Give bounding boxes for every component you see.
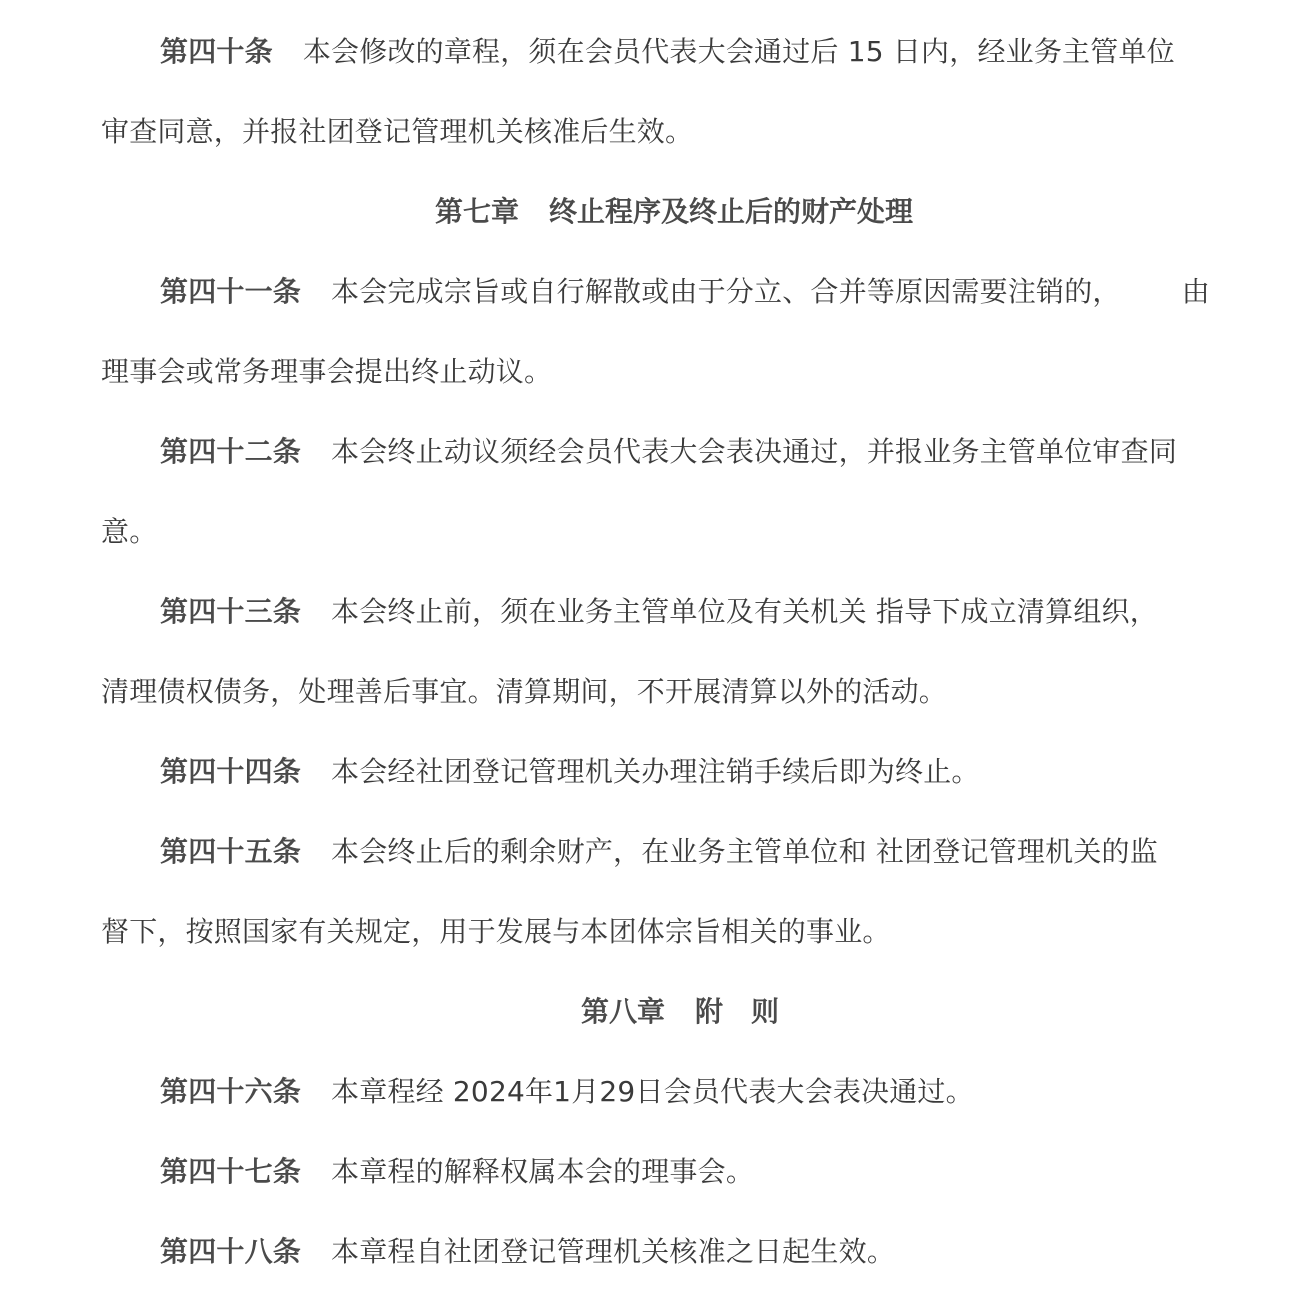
article-44-number: 第四十四条: [160, 755, 302, 788]
article-43-text-2: 清理债权债务，处理善后事宜。清算期间，不开展清算以外的活动。: [101, 675, 948, 708]
article-45-line-2: [101, 912, 1211, 952]
article-41-text-1: 本会完成宗旨或自行解散或由于分立、合并等原因需要注销的，: [331, 275, 1121, 308]
chapter-7-title: 终止程序及终止后的财产处理: [549, 195, 914, 228]
article-45-text-2: 督下，按照国家有关规定，用于发展与本团体宗旨相关的事业。: [101, 915, 891, 948]
article-42-text-1: 本会终止动议须经会员代表大会表决通过，并报业务主管单位审查同: [331, 435, 1178, 468]
article-40-text-2: 审查同意，并报社团登记管理机关核准后生效。: [101, 115, 694, 148]
article-40-line-2: [101, 112, 1211, 152]
article-45-line-1: [160, 832, 1210, 872]
article-41-text-1-tail: 由: [1181, 275, 1210, 308]
chapter-8-heading: [581, 992, 779, 1032]
article-41-text-2: 理事会或常务理事会提出终止动议。: [101, 355, 553, 388]
chapter-8-title-part-2: 则: [751, 995, 780, 1028]
chapter-7-heading: [435, 192, 913, 232]
article-42-line-1: [160, 432, 1210, 472]
article-47-line-1: [160, 1152, 1210, 1192]
article-40-text-1: 本会修改的章程，须在会员代表大会通过后 15 日内，经业务主管单位: [302, 35, 1175, 68]
chapter-8-number: 第八章: [581, 995, 666, 1028]
article-41-line-1: [160, 272, 1210, 312]
article-42-number: 第四十二条: [160, 435, 302, 468]
article-43-number: 第四十三条: [160, 595, 302, 628]
article-46-number: 第四十六条: [160, 1075, 302, 1108]
article-43-text-1: 本会终止前，须在业务主管单位及有关机关 指导下成立清算组织，: [331, 595, 1158, 628]
article-47-number: 第四十七条: [160, 1155, 302, 1188]
article-41-number: 第四十一条: [160, 275, 302, 308]
article-41-line-2: [101, 352, 1211, 392]
article-40-line-1: [160, 32, 1210, 72]
chapter-7-number: 第七章: [435, 195, 520, 228]
chapter-8-title-part-1: 附: [695, 995, 724, 1028]
article-45-number: 第四十五条: [160, 835, 302, 868]
article-44-text-1: 本会经社团登记管理机关办理注销手续后即为终止。: [331, 755, 980, 788]
article-48-text-1: 本章程自社团登记管理机关核准之日起生效。: [331, 1235, 896, 1268]
article-40-number: 第四十条: [160, 35, 273, 68]
article-48-line-1: [160, 1232, 1210, 1272]
article-46-text-1: 本章程经 2024年1月29日会员代表大会表决通过。: [331, 1075, 974, 1108]
article-47-text-1: 本章程的解释权属本会的理事会。: [331, 1155, 755, 1188]
article-42-line-2: [101, 512, 1211, 552]
article-44-line-1: [160, 752, 1210, 792]
article-42-text-2: 意。: [101, 515, 158, 548]
article-45-text-1: 本会终止后的剩余财产，在业务主管单位和 社团登记管理机关的监: [331, 835, 1158, 868]
article-46-line-1: [160, 1072, 1210, 1112]
article-48-number: 第四十八条: [160, 1235, 302, 1268]
article-43-line-2: [101, 672, 1211, 712]
article-43-line-1: [160, 592, 1210, 632]
